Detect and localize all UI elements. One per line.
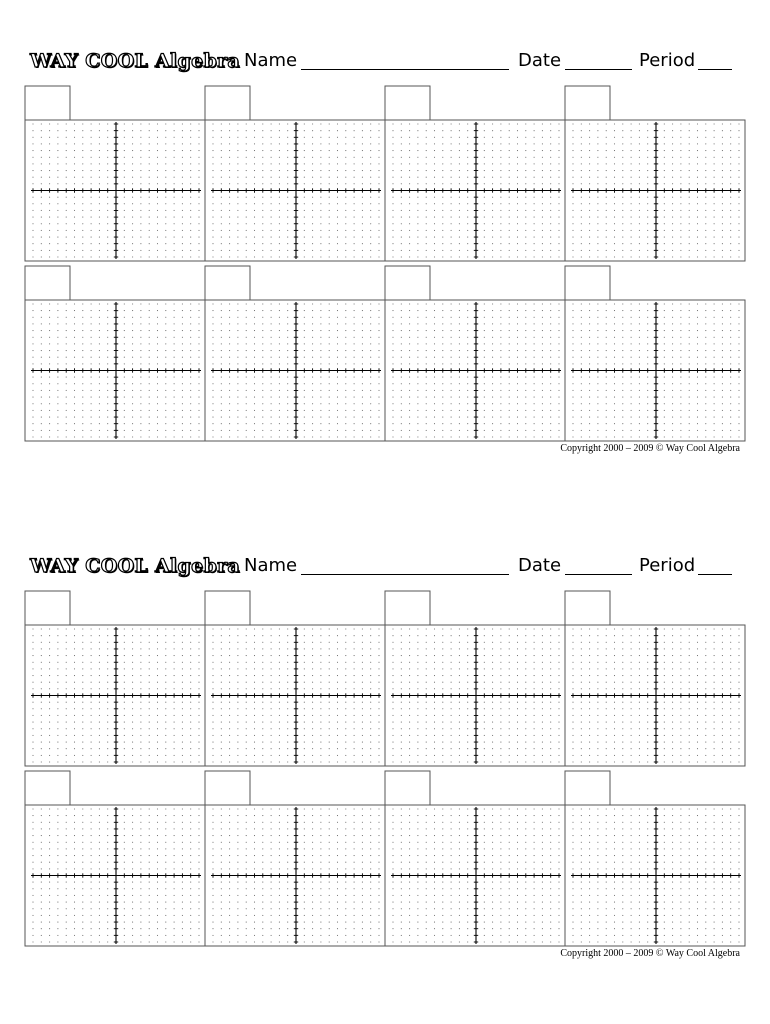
- graph-cell: [565, 771, 741, 946]
- graph-cell: [25, 771, 201, 944]
- graph-cell: [385, 266, 561, 441]
- problem-number-box: [25, 591, 70, 625]
- graph-cell: [565, 591, 741, 766]
- problem-number-box: [385, 86, 430, 120]
- problem-number-box: [205, 266, 250, 300]
- problem-number-box: [25, 86, 70, 120]
- problem-number-box: [205, 86, 250, 120]
- problem-number-box: [25, 266, 70, 300]
- date-label: Date: [518, 555, 562, 576]
- graph-grid-area: [0, 505, 770, 975]
- problem-number-box: [25, 771, 70, 805]
- graph-cell: [25, 591, 201, 764]
- graph-cell: [565, 86, 741, 261]
- graph-cell: [205, 266, 381, 441]
- worksheet-2: [0, 505, 770, 975]
- problem-number-box: [565, 86, 610, 120]
- copyright-text: Copyright 2000 – 2009 © Way Cool Algebra: [560, 948, 740, 959]
- problem-number-box: [565, 266, 610, 300]
- graph-cell: [25, 266, 201, 439]
- period-label: Period: [639, 50, 696, 71]
- problem-number-box: [565, 771, 610, 805]
- graph-cell: [385, 771, 561, 946]
- date-label: Date: [518, 50, 562, 71]
- graph-cell: [205, 86, 381, 261]
- graph-grid-area: [0, 0, 770, 470]
- brand-title: WAY COOL Algebra: [30, 50, 241, 72]
- graph-cell: [565, 266, 741, 441]
- problem-number-box: [385, 266, 430, 300]
- problem-number-box: [205, 771, 250, 805]
- copyright-text: Copyright 2000 – 2009 © Way Cool Algebra: [560, 443, 740, 454]
- graph-cell: [25, 86, 201, 259]
- problem-number-box: [385, 591, 430, 625]
- problem-number-box: [565, 591, 610, 625]
- problem-number-box: [385, 771, 430, 805]
- graph-cell: [205, 771, 381, 946]
- graph-cell: [205, 591, 381, 766]
- worksheet-1: [0, 0, 770, 470]
- period-label: Period: [639, 555, 696, 576]
- name-label: Name: [244, 50, 298, 71]
- name-label: Name: [244, 555, 298, 576]
- brand-title: WAY COOL Algebra: [30, 555, 241, 577]
- graph-cell: [385, 86, 561, 261]
- problem-number-box: [205, 591, 250, 625]
- graph-cell: [385, 591, 561, 766]
